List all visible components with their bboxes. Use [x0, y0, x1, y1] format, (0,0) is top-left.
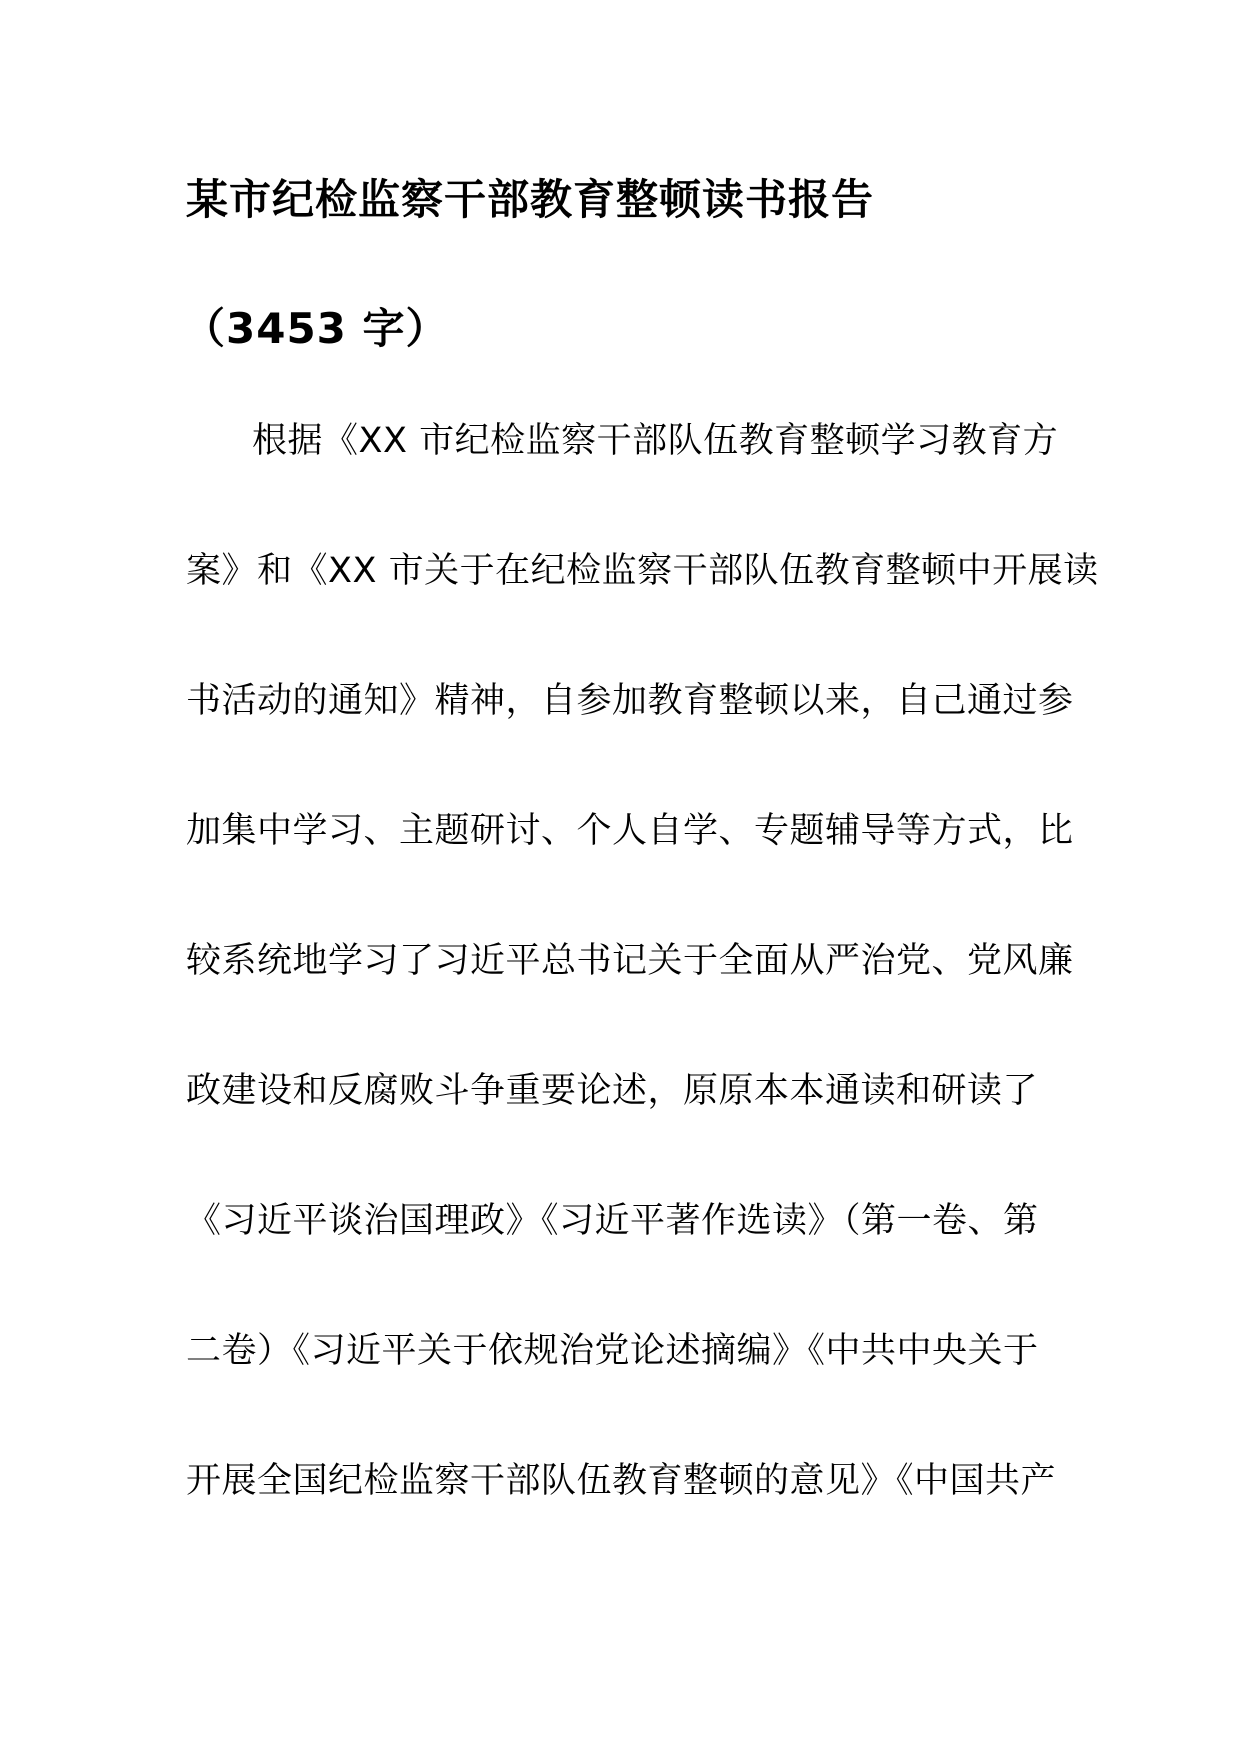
paragraph-line-1: 根据《XX 市纪检监察干部队伍教育整顿学习教育方 [252, 421, 1059, 461]
paragraph-line-8: 二卷）《习近平关于依规治党论述摘编》《中共中央关于 [186, 1331, 1039, 1371]
paragraph-line-6: 政建设和反腐败斗争重要论述，原原本本通读和研读了 [186, 1071, 1039, 1111]
paragraph-line-4: 加集中学习、主题研讨、个人自学、专题辅导等方式，比 [186, 811, 1074, 851]
paragraph-line-5: 较系统地学习了习近平总书记关于全面从严治党、党风廉 [186, 941, 1074, 981]
paragraph-line-7: 《习近平谈治国理政》《习近平著作选读》（第一卷、第 [186, 1201, 1039, 1241]
document-word-count: （3453 字） [183, 304, 449, 353]
paragraph-line-2: 案》和《XX 市关于在纪检监察干部队伍教育整顿中开展读 [186, 551, 1099, 591]
paragraph-line-3: 书活动的通知》精神，自参加教育整顿以来，自己通过参 [186, 681, 1074, 721]
paragraph-line-9: 开展全国纪检监察干部队伍教育整顿的意见》《中国共产 [186, 1461, 1057, 1501]
document-title: 某市纪检监察干部教育整顿读书报告 [186, 175, 875, 224]
